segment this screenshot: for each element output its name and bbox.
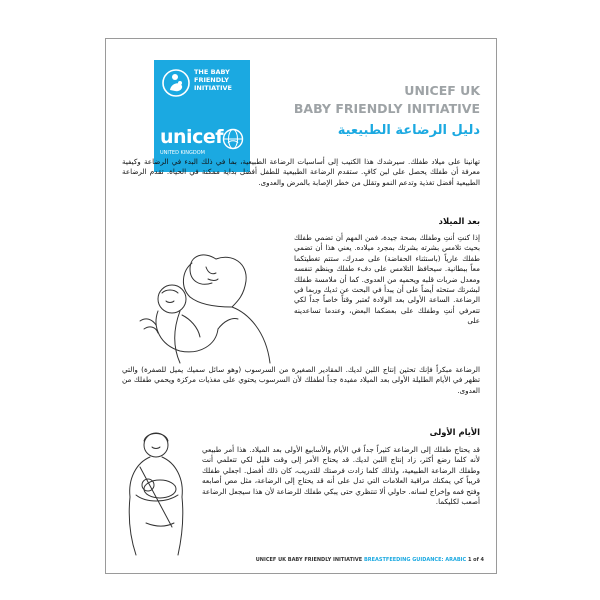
- section-heading-first-days: الأيام الأولى: [429, 427, 480, 437]
- page-number: 1 of 4: [467, 557, 484, 563]
- unicef-bfi-logo: [154, 60, 250, 172]
- initiative-title: BABY FRIENDLY INITIATIVE: [293, 101, 480, 116]
- mother-baby-icon: [162, 68, 190, 98]
- first-days-paragraph: قد يحتاج طفلك إلى الرضاعة كثيراً جداً في الأيام والأسابيع الأولى بعد الميلاد. هذا أمر طبيعي لأنه كلما رضع أكثر، زاد إنتاج اللبن لديك. قد يحتاج الأمر إلى وقت قليل لكي تتعلمي أنت وطفلك الرضاعة الطبيعية، ولذلك كلما زادت فرصتك للتدريب، كان ذلك أفضل. اجعلي طفلك قريباً كي يمكنك مراقبة العلامات التي تدل على أنه قد يحتاج إلى الرضاعة، مثل مص أصابعه وفتح فمه وإخراج لسانه. حاولي ألا تنتظري حتى يبكي طفلك للرضاعة لأن هذا سيجعل الرضاعة أصعب لكليكما.: [202, 445, 480, 507]
- after-birth-paragraph: إذا كنتِ أنتِ وطفلك بصحة جيدة، فمن المهم أن تضمي طفلك بحيث تلامس بشرته بشرتك بمجرد ميلاده. يعني هذا أن تضمي طفلك عارياً (باستثناء الحفاضة) على صدرك، ستتم تغطيتكما معاً ببطانية. سيحافظ التلامس على دفء طفلك وينظم تنفسه ومعدل ضربات قلبه ويحميه من العدوى. كما أن ملامسة طفلك لبشرتك ستحثه أيضاً على أن يبدأ في البحث عن ثديك وربما في الرضاعة. الساعة الأولى بعد الولادة تُعتبر وقتاً خاصاً جداً لكي تتعرفي أنتِ وطفلك على بعضكما البعض، وعندما تساعدينه على: [294, 233, 480, 326]
- org-title: UNICEF UK: [404, 83, 480, 98]
- footer-guide: BREASTFEEDING GUIDANCE: ARABIC: [363, 557, 467, 563]
- after-birth-paragraph-continued: الرضاعة مبكراً فإنك تحثين إنتاج اللبن لديك. المقادير الصغيرة من السرسوب (وهو سائل سميك يميل للصفرة) والتي تظهر في الأيام الطليلة الأولى بعد الميلاد مفيدة جداً لطفلك لأن السرسوب يحتوي على مغذيات مركزة ويحمي طفلك من العدوى.: [122, 365, 480, 395]
- mother-breastfeeding-illustration: [116, 427, 200, 557]
- document-page: [105, 38, 497, 574]
- section-heading-after-birth: بعد الميلاد: [438, 216, 480, 226]
- intro-paragraph: تهانينا على ميلاد طفلك. سيرشدك هذا الكتيب إلى أساسيات الرضاعة الطبيعية، بما في ذلك البدء في الرضاعة وكيفية معرفة أن طفلك يحصل على لبن كافٍ. ستقدم الرضاعة الطبيعية للطفل أفضل بداية ممكنة في الحياة. تقدم الرضاعة الطبيعية أفضل تغذية وتدعم النمو وتقلل من خطر الإصابة بالمرض والعدوى.: [122, 157, 480, 187]
- page-title: دليل الرضاعة الطبيعية: [337, 123, 480, 138]
- unicef-emblem-icon: [222, 128, 244, 150]
- unicef-wordmark: unicef: [160, 126, 223, 148]
- footer-org: UNICEF UK BABY FRIENDLY INITIATIVE: [255, 557, 363, 563]
- country-label: UNITED KINGDOM: [160, 150, 205, 156]
- page-footer: [214, 557, 484, 563]
- mother-holding-newborn-illustration: [120, 237, 282, 367]
- bfi-wordmark: THE BABY FRIENDLY INITIATIVE: [194, 68, 232, 92]
